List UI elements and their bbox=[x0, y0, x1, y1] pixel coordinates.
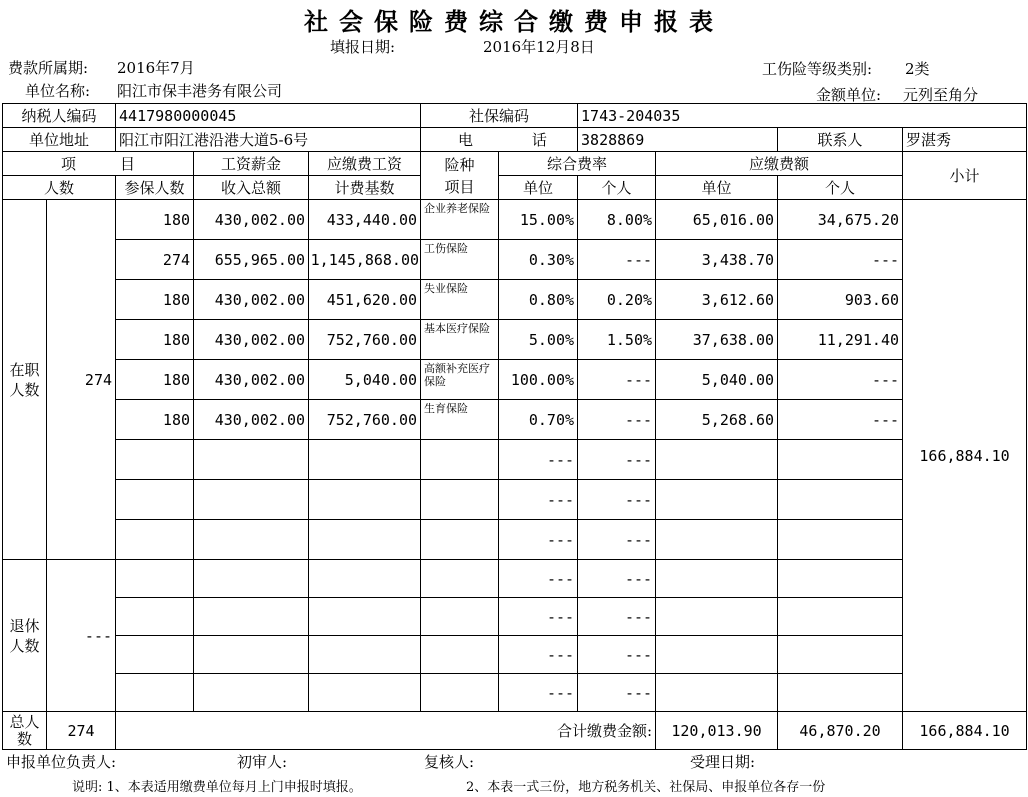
insured-cell bbox=[116, 480, 194, 520]
unit-name-value: 阳江市保丰港务有限公司 bbox=[117, 82, 283, 100]
rate-unit-cell: --- bbox=[499, 440, 578, 480]
base-cell: 5,040.00 bbox=[309, 360, 421, 400]
insured-cell: 180 bbox=[116, 360, 194, 400]
retired-count: --- bbox=[47, 560, 116, 712]
wage-cell: 430,002.00 bbox=[194, 360, 309, 400]
wage-cell bbox=[194, 440, 309, 480]
type-cell: 工伤保险 bbox=[421, 240, 499, 280]
rate-person-cell: --- bbox=[578, 674, 656, 712]
type-cell bbox=[421, 440, 499, 480]
due-unit-cell: 5,040.00 bbox=[656, 360, 778, 400]
type-cell: 生育保险 bbox=[421, 400, 499, 440]
subtotal-header: 小计 bbox=[903, 152, 1027, 200]
total-amount-label: 合计缴费金额: bbox=[116, 712, 656, 750]
wage-cell bbox=[194, 674, 309, 712]
address-label: 单位地址 bbox=[3, 128, 116, 152]
recheck-label: 复核人: bbox=[424, 753, 475, 771]
rate-unit-cell: 0.30% bbox=[499, 240, 578, 280]
fill-date-value: 2016年12月8日 bbox=[483, 38, 595, 56]
ss-code-value: 1743-204035 bbox=[578, 104, 1027, 128]
insured-cell: 180 bbox=[116, 280, 194, 320]
base-cell: 1,145,868.00 bbox=[309, 240, 421, 280]
table-row bbox=[3, 320, 1027, 360]
table-row bbox=[3, 674, 1027, 712]
table-row bbox=[3, 400, 1027, 440]
rate-person-cell: 1.50% bbox=[578, 320, 656, 360]
due-unit-cell bbox=[656, 440, 778, 480]
base-cell bbox=[309, 440, 421, 480]
rate-person-cell: --- bbox=[578, 520, 656, 560]
due-unit-cell bbox=[656, 480, 778, 520]
table-row bbox=[3, 598, 1027, 636]
type-cell bbox=[421, 674, 499, 712]
due-person-cell bbox=[778, 636, 903, 674]
due-person-cell bbox=[778, 598, 903, 636]
wage-cell: 430,002.00 bbox=[194, 400, 309, 440]
due-person-cell: 11,291.40 bbox=[778, 320, 903, 360]
wage-cell bbox=[194, 520, 309, 560]
due-unit-header: 单位 bbox=[656, 176, 778, 200]
due-unit-cell: 3,612.60 bbox=[656, 280, 778, 320]
table-row bbox=[3, 240, 1027, 280]
due-unit-cell bbox=[656, 520, 778, 560]
table-row bbox=[3, 520, 1027, 560]
rate-unit-cell: --- bbox=[499, 520, 578, 560]
unit-name-label: 单位名称: bbox=[25, 82, 91, 100]
contact-label: 联系人 bbox=[778, 128, 903, 152]
due-unit-cell bbox=[656, 636, 778, 674]
injury-level-label: 工伤险等级类别: bbox=[762, 60, 873, 78]
base-cell bbox=[309, 520, 421, 560]
address-value: 阳江市阳江港沿港大道5-6号 bbox=[116, 128, 421, 152]
due-person-cell bbox=[778, 674, 903, 712]
insured-cell bbox=[116, 440, 194, 480]
due-person-cell: --- bbox=[778, 360, 903, 400]
insured-header: 参保人数 bbox=[116, 176, 194, 200]
base-cell: 451,620.00 bbox=[309, 280, 421, 320]
employed-subtotal: 166,884.10 bbox=[903, 200, 1027, 712]
table-row bbox=[3, 480, 1027, 520]
wage-cell bbox=[194, 636, 309, 674]
total-due-person: 46,870.20 bbox=[778, 712, 903, 750]
base-cell bbox=[309, 560, 421, 598]
type-cell: 企业养老保险 bbox=[421, 200, 499, 240]
insured-cell bbox=[116, 520, 194, 560]
period-value: 2016年7月 bbox=[117, 59, 195, 77]
rate-unit-cell: --- bbox=[499, 480, 578, 520]
due-person-cell: --- bbox=[778, 240, 903, 280]
rate-person-cell: --- bbox=[578, 480, 656, 520]
due-unit-cell: 3,438.70 bbox=[656, 240, 778, 280]
phone-label: 电 话 bbox=[421, 128, 578, 152]
rate-unit-cell: --- bbox=[499, 674, 578, 712]
rate-person-cell: --- bbox=[578, 240, 656, 280]
header-row-2 bbox=[3, 176, 1027, 200]
amount-unit-label: 金额单位: bbox=[816, 86, 882, 104]
base-cell bbox=[309, 674, 421, 712]
rate-unit-header: 单位 bbox=[499, 176, 578, 200]
rate-person-cell: 8.00% bbox=[578, 200, 656, 240]
tax-id-value: 4417980000045 bbox=[116, 104, 421, 128]
rate-person-cell: --- bbox=[578, 560, 656, 598]
type-cell: 高额补充医疗保险 bbox=[421, 360, 499, 400]
insured-cell bbox=[116, 560, 194, 598]
base-header: 应缴费工资 bbox=[309, 152, 421, 176]
table-row bbox=[3, 560, 1027, 598]
insured-cell: 180 bbox=[116, 200, 194, 240]
contact-value: 罗湛秀 bbox=[903, 128, 1027, 152]
rate-unit-cell: 0.80% bbox=[499, 280, 578, 320]
rate-unit-cell: 100.00% bbox=[499, 360, 578, 400]
rate-person-cell: --- bbox=[578, 636, 656, 674]
rate-unit-cell: 0.70% bbox=[499, 400, 578, 440]
due-header: 应缴费额 bbox=[656, 152, 903, 176]
due-person-cell bbox=[778, 560, 903, 598]
table-row bbox=[3, 440, 1027, 480]
page-title: 社会保险费综合缴费申报表 bbox=[304, 7, 724, 36]
rate-unit-cell: 15.00% bbox=[499, 200, 578, 240]
accept-date-label: 受理日期: bbox=[690, 753, 756, 771]
insured-cell: 274 bbox=[116, 240, 194, 280]
due-person-cell: 34,675.20 bbox=[778, 200, 903, 240]
type-cell bbox=[421, 598, 499, 636]
employed-label: 在职人数 bbox=[3, 200, 47, 560]
due-unit-cell: 65,016.00 bbox=[656, 200, 778, 240]
base-header-2: 计费基数 bbox=[309, 176, 421, 200]
total-subtotal: 166,884.10 bbox=[903, 712, 1027, 750]
due-unit-cell bbox=[656, 674, 778, 712]
due-person-cell bbox=[778, 480, 903, 520]
rate-person-cell: --- bbox=[578, 440, 656, 480]
declaration-table bbox=[2, 103, 1027, 750]
due-person-cell: --- bbox=[778, 400, 903, 440]
type-cell bbox=[421, 560, 499, 598]
total-due-unit: 120,013.90 bbox=[656, 712, 778, 750]
headcount-header: 人数 bbox=[3, 176, 116, 200]
fill-date-label: 填报日期: bbox=[330, 38, 396, 56]
info-row-2 bbox=[3, 128, 1027, 152]
rate-header: 综合费率 bbox=[499, 152, 656, 176]
type-cell: 失业保险 bbox=[421, 280, 499, 320]
base-cell bbox=[309, 598, 421, 636]
total-label: 总人数 bbox=[3, 712, 47, 750]
employed-count: 274 bbox=[47, 200, 116, 560]
wage-cell: 430,002.00 bbox=[194, 280, 309, 320]
insured-cell bbox=[116, 598, 194, 636]
type-cell bbox=[421, 520, 499, 560]
rate-person-header: 个人 bbox=[578, 176, 656, 200]
due-unit-cell: 5,268.60 bbox=[656, 400, 778, 440]
rate-unit-cell: --- bbox=[499, 560, 578, 598]
injury-level-value: 2类 bbox=[905, 60, 930, 78]
due-unit-cell bbox=[656, 598, 778, 636]
insured-cell bbox=[116, 636, 194, 674]
wage-cell bbox=[194, 598, 309, 636]
due-person-cell: 903.60 bbox=[778, 280, 903, 320]
rate-person-cell: --- bbox=[578, 400, 656, 440]
base-cell: 752,760.00 bbox=[309, 400, 421, 440]
ss-code-label: 社保编码 bbox=[421, 104, 578, 128]
type-cell bbox=[421, 480, 499, 520]
wage-cell: 430,002.00 bbox=[194, 200, 309, 240]
base-cell bbox=[309, 480, 421, 520]
wage-cell: 430,002.00 bbox=[194, 320, 309, 360]
type-cell bbox=[421, 636, 499, 674]
type-header: 险种 项目 bbox=[421, 152, 499, 200]
rate-unit-cell: 5.00% bbox=[499, 320, 578, 360]
responsible-label: 申报单位负责人: bbox=[6, 753, 117, 771]
type-cell: 基本医疗保险 bbox=[421, 320, 499, 360]
base-cell: 433,440.00 bbox=[309, 200, 421, 240]
due-unit-cell: 37,638.00 bbox=[656, 320, 778, 360]
base-cell bbox=[309, 636, 421, 674]
wage-cell bbox=[194, 480, 309, 520]
phone-value: 3828869 bbox=[578, 128, 778, 152]
wage-header-2: 收入总额 bbox=[194, 176, 309, 200]
rate-unit-cell: --- bbox=[499, 598, 578, 636]
due-person-header: 个人 bbox=[778, 176, 903, 200]
insured-cell: 180 bbox=[116, 320, 194, 360]
table-row bbox=[3, 360, 1027, 400]
wage-cell bbox=[194, 560, 309, 598]
retired-label: 退休人数 bbox=[3, 560, 47, 712]
note-1: 说明: 1、本表适用缴费单位每月上门申报时填报。 bbox=[72, 780, 362, 795]
table-row bbox=[3, 280, 1027, 320]
table-row bbox=[3, 636, 1027, 674]
item-header: 项 目 bbox=[3, 152, 194, 176]
rate-person-cell: --- bbox=[578, 360, 656, 400]
rate-person-cell: --- bbox=[578, 598, 656, 636]
period-label: 费款所属期: bbox=[8, 59, 89, 77]
tax-id-label: 纳税人编码 bbox=[3, 104, 116, 128]
insured-cell bbox=[116, 674, 194, 712]
base-cell: 752,760.00 bbox=[309, 320, 421, 360]
table-row bbox=[3, 200, 1027, 240]
due-unit-cell bbox=[656, 560, 778, 598]
due-person-cell bbox=[778, 520, 903, 560]
amount-unit-value: 元列至角分 bbox=[903, 86, 979, 104]
rate-unit-cell: --- bbox=[499, 636, 578, 674]
due-person-cell bbox=[778, 440, 903, 480]
header-row-1 bbox=[3, 152, 1027, 176]
first-review-label: 初审人: bbox=[237, 753, 288, 771]
total-count: 274 bbox=[47, 712, 116, 750]
insured-cell: 180 bbox=[116, 400, 194, 440]
total-row bbox=[3, 712, 1027, 750]
rate-person-cell: 0.20% bbox=[578, 280, 656, 320]
note-2: 2、本表一式三份，地方税务机关、社保局、申报单位各存一份 bbox=[466, 780, 826, 795]
info-row-1 bbox=[3, 104, 1027, 128]
wage-cell: 655,965.00 bbox=[194, 240, 309, 280]
wage-header: 工资薪金 bbox=[194, 152, 309, 176]
